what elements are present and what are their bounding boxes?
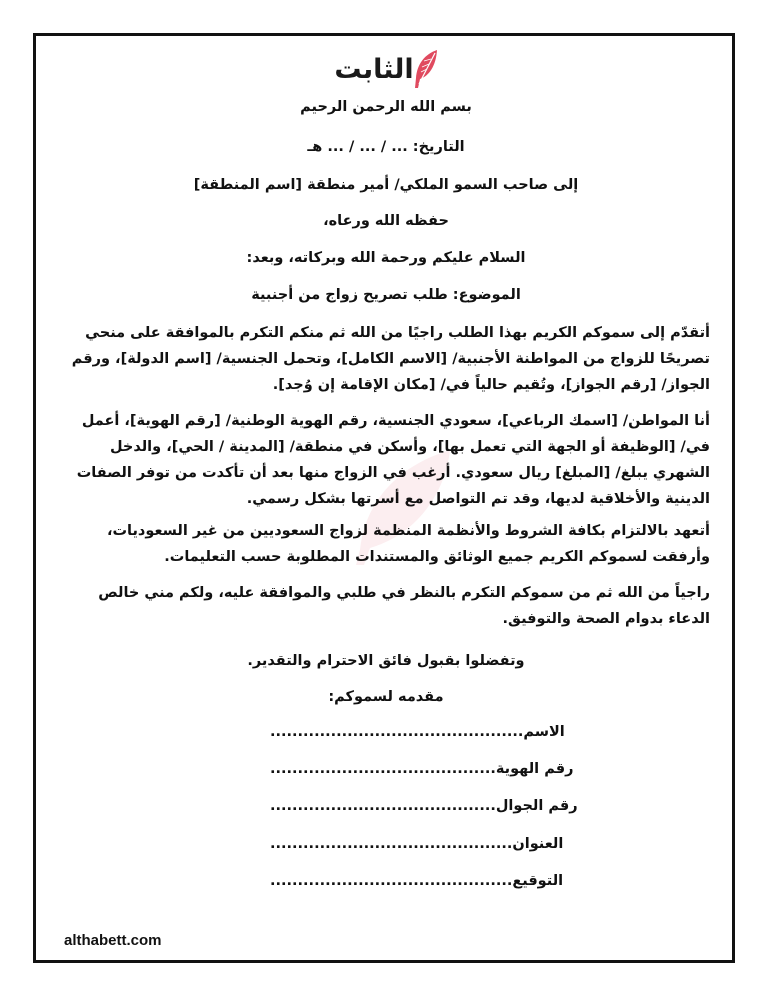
- feather-icon: [411, 48, 441, 90]
- subject-line: الموضوع: طلب تصريح زواج من أجنبية: [251, 287, 521, 303]
- recipient-line: إلى صاحب السمو الملكي/ أمير منطقة [اسم المنطقة]: [193, 177, 579, 193]
- paragraph-applicant: أنا المواطن/ [اسمك الرباعي]، سعودي الجنسية، رقم الهوية الوطنية/ [رقم الهوية]، أعمل في/ [الوظيفة أو الجهة التي تعمل بها]، وأسكن في منطقة/ [المدينة / الحي]، والدخل الشهري يبلغ/ [المبلغ] ريال سعودي. أرغب في الزواج منها بعد أن تأكدت من توفر الصفات الدينية والأخلاقية لديها، وقد تم التواصل مع أسرتها بشكل رسمي.: [76, 413, 710, 507]
- signature-field: التوقيع............................................: [270, 873, 564, 889]
- id-number-field: رقم الهوية.........................................: [270, 761, 574, 777]
- paragraph-request: أتقدّم إلى سموكم الكريم بهذا الطلب راجيًا من الله ثم منكم التكرم بالموافقة على منحي تصريحًا للزواج من المواطنة الأجنبية/ [الاسم الكامل]، وتحمل الجنسية/ [اسم الدولة]، ورقم الجواز/ [رقم الجواز]، وتُقيم حالياً في/ [مكان الإقامة إن وُجد].: [71, 325, 710, 393]
- website-url[interactable]: althabett.com: [64, 932, 162, 949]
- address-field: العنوان............................................: [270, 836, 564, 852]
- paragraph-plea: راجياً من الله ثم من سموكم التكرم بالنظر في طلبي والموافقة عليه، ولكم مني خالص الدعاء بدوام الصحة والتوفيق.: [98, 585, 710, 627]
- date-line: التاريخ: ... / ... / ... هـ: [307, 139, 465, 155]
- paragraph-pledge: أتعهد بالالتزام بكافة الشروط والأنظمة المنظمة لزواج السعوديين من غير السعوديات، وأرفقت لسموكم الكريم جميع الوثائق والمستندات المطلوبة حسب التعليمات.: [106, 523, 710, 565]
- brand-logo: [333, 48, 443, 96]
- closing-line: وتفضلوا بقبول فائق الاحترام والتقدير.: [247, 653, 525, 669]
- blessing-line: حفظه الله ورعاه،: [323, 213, 449, 229]
- logo-text: الثابت: [334, 54, 414, 85]
- mobile-field: رقم الجوال.........................................: [270, 798, 578, 814]
- presented-line: مقدمه لسموكم:: [328, 689, 444, 705]
- greeting-line: السلام عليكم ورحمة الله وبركاته، وبعد:: [246, 250, 526, 266]
- name-field: الاسم..............................................: [270, 724, 565, 740]
- basmala: بسم الله الرحمن الرحيم: [300, 99, 472, 115]
